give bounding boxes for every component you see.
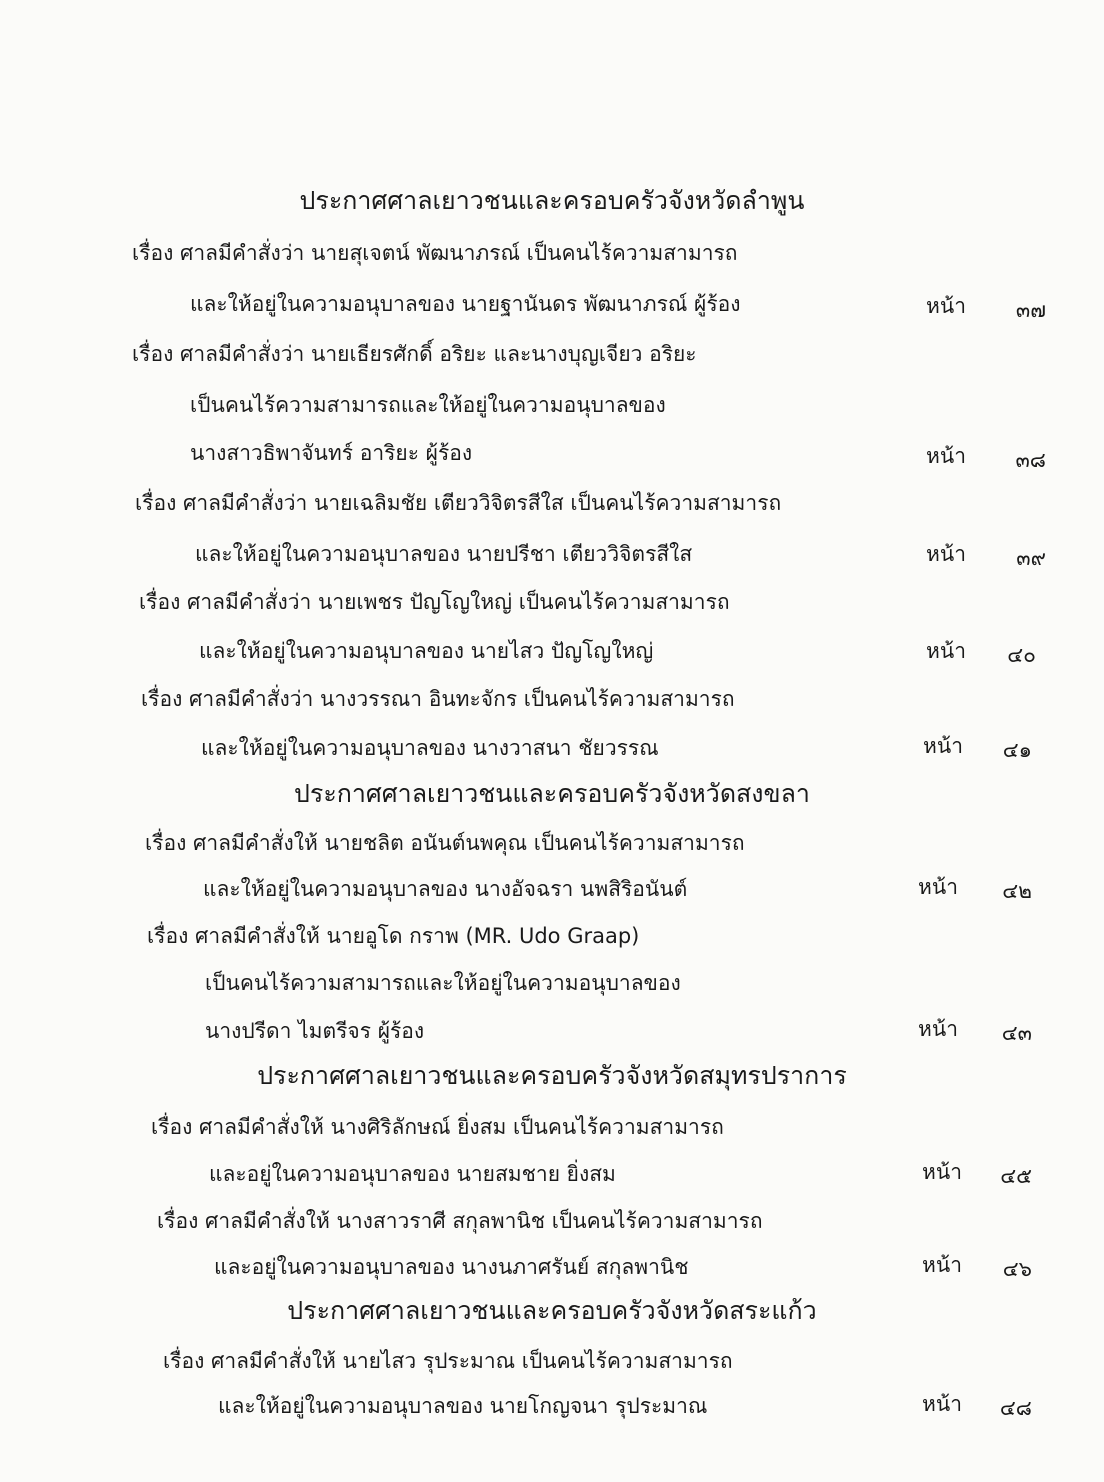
page-number: ๔๓	[1001, 1021, 1032, 1045]
entry-line: นางสาวธิพาจันทร์ อาริยะ ผู้ร้อง	[190, 441, 473, 465]
section-title: ประกาศศาลเยาวชนและครอบครัวจังหวัดลำพูน	[299, 186, 805, 215]
page-label: หน้า	[918, 1017, 958, 1041]
page-number: ๔๖	[1002, 1257, 1032, 1281]
entry-line: เป็นคนไร้ความสามารถและให้อยู่ในความอนุบาลของ	[205, 971, 681, 995]
entry-line: เรื่อง ศาลมีคำสั่งให้ นางสาวราศี สกุลพานิช เป็นคนไร้ความสามารถ	[157, 1209, 763, 1233]
page-number: ๔๒	[1002, 879, 1032, 903]
entry-line: และให้อยู่ในความอนุบาลของ นายปรีชา เตียววิจิตรสีใส	[195, 542, 693, 566]
entry-line: นางปรีดา ไมตรีจร ผู้ร้อง	[205, 1019, 425, 1043]
entry-line: เรื่อง ศาลมีคำสั่งว่า นายเฉลิมชัย เตียววิจิตรสีใส เป็นคนไร้ความสามารถ	[135, 491, 782, 515]
section-title: ประกาศศาลเยาวชนและครอบครัวจังหวัดสมุทรปราการ	[257, 1061, 847, 1090]
entry-line: และให้อยู่ในความอนุบาลของ นางวาสนา ชัยวรรณ	[201, 736, 659, 760]
entry-line: เรื่อง ศาลมีคำสั่งให้ นางศิริลักษณ์ ยิ่งสม เป็นคนไร้ความสามารถ	[151, 1115, 724, 1139]
section-title: ประกาศศาลเยาวชนและครอบครัวจังหวัดสงขลา	[294, 779, 810, 808]
entry-line: และให้อยู่ในความอนุบาลของ นายโกญจนา รุประมาณ	[218, 1394, 708, 1418]
entry-line: เรื่อง ศาลมีคำสั่งให้ นายไสว รุประมาณ เป็นคนไร้ความสามารถ	[163, 1349, 733, 1373]
page-number: ๓๙	[1016, 546, 1046, 570]
entry-line: เรื่อง ศาลมีคำสั่งว่า นางวรรณา อินทะจักร เป็นคนไร้ความสามารถ	[141, 687, 735, 711]
entry-line: และอยู่ในความอนุบาลของ นายสมชาย ยิ่งสม	[209, 1162, 616, 1186]
page-label: หน้า	[922, 1253, 962, 1277]
page-number: ๓๗	[1015, 298, 1046, 322]
entry-line: เรื่อง ศาลมีคำสั่งว่า นายสุเจตน์ พัฒนาภรณ์ เป็นคนไร้ความสามารถ	[132, 241, 738, 265]
entry-line: และให้อยู่ในความอนุบาลของ นายไสว ปัญโญใหญ่	[199, 639, 654, 663]
page-label: หน้า	[922, 1392, 962, 1416]
entry-line: และให้อยู่ในความอนุบาลของ นางอัจฉรา นพสิริอนันต์	[203, 877, 688, 901]
page-label: หน้า	[926, 294, 966, 318]
page-label: หน้า	[926, 444, 966, 468]
entry-line: เรื่อง ศาลมีคำสั่งว่า นายเพชร ปัญโญใหญ่ เป็นคนไร้ความสามารถ	[139, 590, 730, 614]
section-title: ประกาศศาลเยาวชนและครอบครัวจังหวัดสระแก้ว	[287, 1296, 817, 1325]
entry-line: เรื่อง ศาลมีคำสั่งให้ นายอูโด กราพ (MR. Udo Graap)	[147, 924, 640, 948]
page-label: หน้า	[923, 734, 963, 758]
entry-line: เรื่อง ศาลมีคำสั่งว่า นายเธียรศักดิ์ อริยะ และนางบุญเจียว อริยะ	[132, 342, 697, 366]
entry-line: และอยู่ในความอนุบาลของ นางนภาศรันย์ สกุลพานิช	[214, 1255, 689, 1279]
page-number: ๔๑	[1002, 738, 1032, 762]
page-label: หน้า	[926, 639, 966, 663]
page-label: หน้า	[918, 875, 958, 899]
entry-line: เรื่อง ศาลมีคำสั่งให้ นายชลิต อนันต์นพคุณ เป็นคนไร้ความสามารถ	[145, 831, 745, 855]
page-number: ๓๘	[1015, 448, 1046, 472]
entry-line: เป็นคนไร้ความสามารถและให้อยู่ในความอนุบาลของ	[190, 393, 666, 417]
entry-line: และให้อยู่ในความอนุบาลของ นายฐานันดร พัฒนาภรณ์ ผู้ร้อง	[190, 292, 741, 316]
page-label: หน้า	[926, 542, 966, 566]
page-number: ๔๐	[1007, 643, 1036, 667]
page-number: ๔๘	[999, 1396, 1032, 1420]
page-number: ๔๕	[1000, 1164, 1032, 1188]
page-label: หน้า	[922, 1160, 962, 1184]
